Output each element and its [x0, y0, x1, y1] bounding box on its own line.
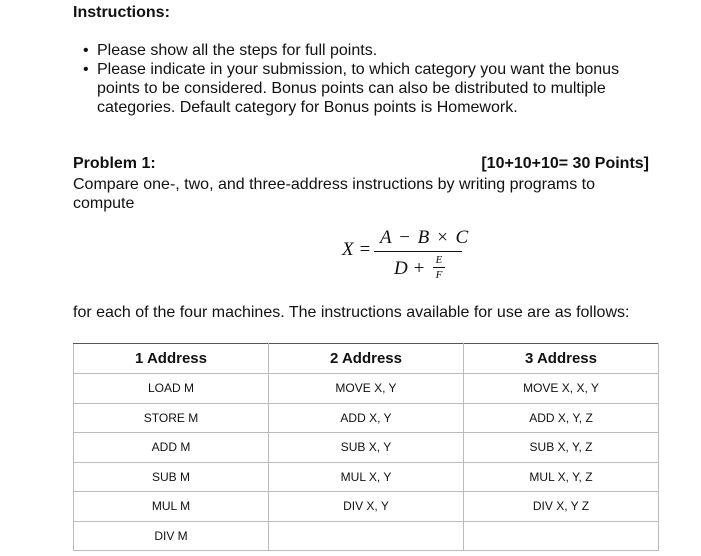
small-fraction [433, 254, 445, 281]
table-row [74, 403, 659, 433]
table-cell: MOVE X, Y [269, 374, 464, 404]
table-cell: SUB X, Y, Z [464, 433, 659, 463]
column-header-2-address: 2 Address [269, 344, 464, 374]
instructions-list [83, 41, 663, 117]
table-cell: DIV X, Y Z [464, 492, 659, 522]
table-cell: SUB X, Y [269, 433, 464, 463]
table-header-row [74, 344, 659, 374]
instructions-heading: Instructions: [73, 4, 170, 21]
fraction-bar [374, 251, 462, 252]
formula [336, 227, 476, 289]
table-cell: STORE M [74, 403, 269, 433]
table-row [74, 433, 659, 463]
problem-points: [10+10+10= 30 Points] [481, 155, 649, 172]
instruction-table [73, 343, 659, 551]
problem-title: Problem 1: [73, 155, 156, 172]
column-header-1-address: 1 Address [74, 344, 269, 374]
table-cell: ADD X, Y [269, 403, 464, 433]
column-header-3-address: 3 Address [464, 344, 659, 374]
problem-header [73, 155, 649, 173]
table-cell: MOVE X, X, Y [464, 374, 659, 404]
table-row [74, 462, 659, 492]
formula-denominator: D + [394, 258, 426, 279]
table-cell: MUL X, Y [269, 462, 464, 492]
table-cell: LOAD M [74, 374, 269, 404]
table-cell [464, 521, 659, 551]
table-row [74, 492, 659, 522]
table-cell: MUL X, Y, Z [464, 462, 659, 492]
instruction-bullet: • Please indicate in your submission, to which category you want the bonus points to be considered. Bonus points can also be distributed to multiple categories. Default category for Bonus points is Homework. [83, 60, 663, 117]
table-cell: MUL M [74, 492, 269, 522]
table-cell: DIV M [74, 521, 269, 551]
table-cell [269, 521, 464, 551]
table-cell: SUB M [74, 462, 269, 492]
small-fraction-bar [433, 267, 445, 268]
small-fraction-denominator: F [435, 269, 443, 281]
table-cell: DIV X, Y [269, 492, 464, 522]
table-cell: ADD X, Y, Z [464, 403, 659, 433]
formula-numerator: A − B × C [380, 227, 470, 248]
table-row [74, 521, 659, 551]
small-fraction-numerator: E [435, 254, 443, 266]
instruction-bullet: • Please show all the steps for full points. [83, 41, 663, 60]
formula-lhs: X = [342, 239, 372, 260]
problem-description: Compare one-, two, and three-address instructions by writing programs to compute [73, 176, 596, 212]
table-row [74, 374, 659, 404]
problem-intro: for each of the four machines. The instructions available for use are as follows: [73, 304, 630, 321]
table-cell: ADD M [74, 433, 269, 463]
